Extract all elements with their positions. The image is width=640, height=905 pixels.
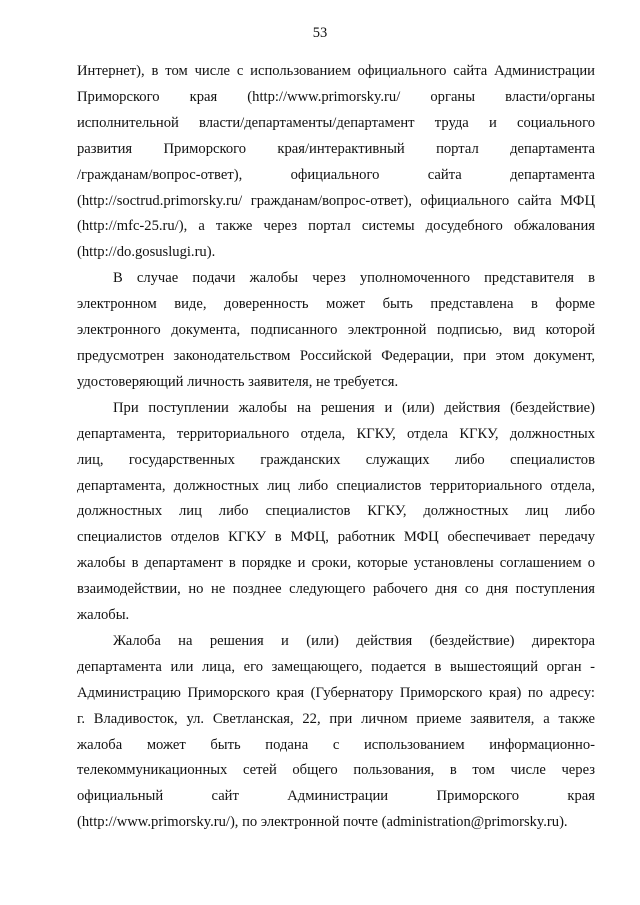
text-line: электронного документа, подписанного электронной подписью, вид которой [77,322,595,339]
text-line: официальный сайт Администрации Приморского края [77,788,595,805]
text-line: жалобы. [77,607,130,624]
text-line: Жалоба на решения и (или) действия (бездействие) директора [113,632,595,649]
text-line: (http://mfc-25.ru/), а также через портал системы досудебного обжалования [77,218,595,235]
document-body [77,59,595,836]
text-line: (http://do.gosuslugi.ru). [77,244,216,261]
text-line: специалистов отделов КГКУ в МФЦ, работник МФЦ обеспечивает передачу [77,529,595,546]
text-line: При поступлении жалобы на решения и (или) действия (бездействие) [113,399,595,416]
text-line: исполнительной власти/департаменты/департамент труда и социального [77,114,595,131]
page-number: 53 [312,25,328,41]
text-line: Администрацию Приморского края (Губернатору Приморского края) по адресу: [77,684,595,701]
text-line: департамента, должностных лиц либо специалистов территориального отдела, [77,477,595,494]
text-line: В случае подачи жалобы через уполномоченного представителя в [113,270,595,287]
text-line: жалобы в департамент в порядке и сроки, которые установлены соглашением о [77,555,595,572]
text-line: Интернет), в том числе с использованием официального сайта Администрации [77,63,595,79]
text-line: взаимодействии, но не позднее следующего рабочего дня со дня поступления [77,581,595,598]
text-line: телекоммуникационных сетей общего пользования, в том числе через [77,762,595,779]
paragraph-1 [77,59,595,266]
text-line: Приморского края (http://www.primorsky.ru/ органы власти/органы [77,88,595,105]
text-line: г. Владивосток, ул. Светланская, 22, при личном приеме заявителя, а также [77,710,595,727]
paragraph-2 [77,266,595,396]
paragraph-3 [77,396,595,629]
text-line: удостоверяющий личность заявителя, не требуется. [77,373,399,390]
text-line: лиц, государственных гражданских служащих либо специалистов [77,451,595,468]
text-line: департамента, территориального отдела, КГКУ, отдела КГКУ, должностных [77,425,595,442]
text-line: предусмотрен законодательством Российской Федерации, при этом документ, [77,347,595,364]
text-line: электронном виде, доверенность может быть представлена в форме [77,296,595,313]
paragraph-4 [77,629,595,836]
text-line: развития Приморского края/интерактивный портал департамента [77,140,595,157]
text-line: /гражданам/вопрос-ответ), официального сайта департамента [77,166,595,183]
text-line: департамента или лица, его замещающего, подается в вышестоящий орган - [77,658,595,675]
text-line: (http://soctrud.primorsky.ru/ гражданам/вопрос-ответ), официального сайта МФЦ [77,192,595,209]
text-line: должностных лиц либо специалистов КГКУ, должностных лиц либо [77,503,595,520]
text-line: жалоба может быть подана с использованием информационно- [77,736,595,753]
text-line: (http://www.primorsky.ru/), по электронной почте (administration@primorsky.ru). [77,814,568,831]
